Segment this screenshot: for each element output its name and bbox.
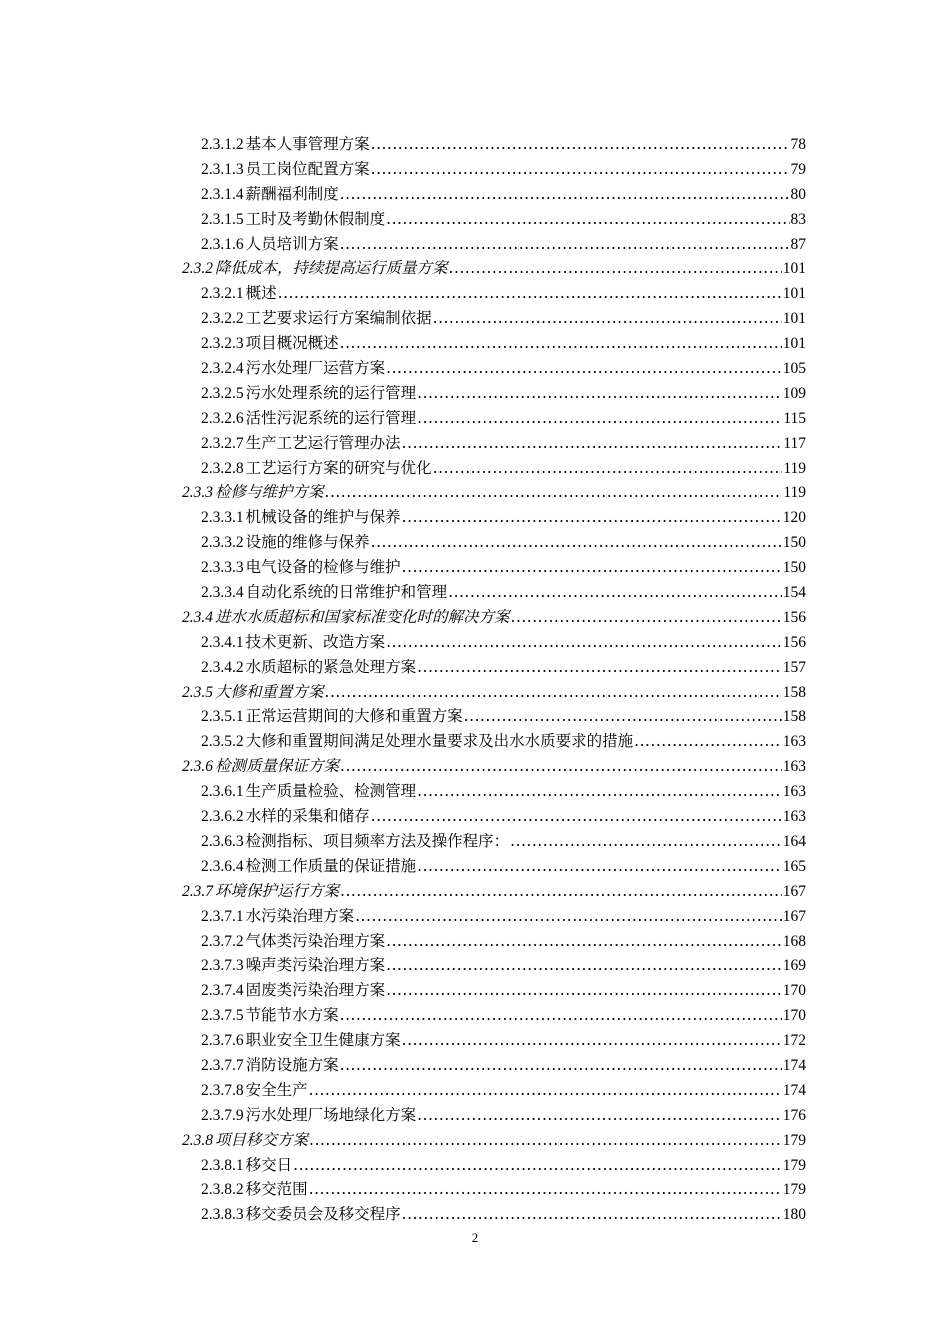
toc-subsection-entry[interactable]	[182, 655, 806, 680]
toc-subsection-entry[interactable]	[182, 1202, 806, 1227]
toc-dot-leader	[309, 1180, 782, 1198]
toc-page-number: 119	[783, 459, 806, 477]
toc-page-number: 105	[782, 360, 806, 378]
toc-entry-text: 污水处理系统的运行管理	[245, 383, 417, 402]
toc-subsection-entry[interactable]	[182, 555, 806, 580]
toc-page-number: 119	[783, 484, 806, 502]
toc-entry-text: 自动化系统的日常维护和管理	[245, 583, 448, 602]
toc-entry-title	[201, 978, 385, 1000]
toc-dot-leader	[386, 210, 789, 228]
toc-entry-title	[201, 1078, 308, 1100]
toc-entry-number: 2.3.2.8	[201, 459, 244, 477]
toc-section-entry[interactable]	[182, 605, 806, 630]
toc-page-number: 150	[782, 534, 806, 552]
toc-entry-text: 检测工作质量的保证措施	[245, 856, 417, 875]
toc-subsection-entry[interactable]	[182, 1028, 806, 1053]
toc-entry-text: 设施的维修与保养	[245, 533, 370, 552]
toc-dot-leader	[511, 608, 782, 626]
toc-page-number: 174	[782, 1056, 806, 1074]
toc-page-number: 117	[783, 434, 806, 452]
toc-subsection-entry[interactable]	[182, 1003, 806, 1028]
toc-entry-title	[201, 1028, 401, 1050]
toc-dot-leader	[402, 1205, 782, 1223]
toc-dot-leader	[325, 483, 783, 501]
toc-page-number: 163	[782, 733, 806, 751]
toc-entry-number: 2.3.2.6	[201, 409, 244, 427]
toc-subsection-entry[interactable]	[182, 157, 806, 182]
toc-entry-number: 2.3.7.5	[201, 1007, 244, 1025]
toc-entry-text: 水质超标的紧急处理方案	[245, 657, 417, 676]
toc-entry-number: 2.3.2.2	[201, 310, 244, 328]
toc-page-number: 167	[782, 882, 806, 900]
toc-entry-title	[201, 406, 416, 428]
toc-page-number: 79	[790, 160, 806, 178]
toc-entry-text: 检测指标、项目频率方法及操作程序：	[245, 831, 510, 850]
toc-dot-leader	[386, 359, 782, 377]
toc-dot-leader	[340, 1006, 782, 1024]
toc-entry-text: 移交委员会及移交程序	[245, 1205, 401, 1224]
toc-subsection-entry[interactable]	[182, 953, 806, 978]
toc-entry-text: 工艺要求运行方案编制依据	[245, 309, 432, 328]
toc-entry-number: 2.3.6.1	[201, 783, 244, 801]
toc-page-number: 83	[790, 210, 806, 228]
toc-dot-leader	[417, 782, 782, 800]
toc-entry-number: 2.3.1.2	[201, 136, 244, 153]
toc-entry-number: 2.3.4	[182, 608, 213, 626]
toc-entry-text: 概述	[245, 284, 277, 303]
toc-page-number: 176	[782, 1106, 806, 1124]
toc-page-number: 101	[782, 335, 806, 353]
toc-entry-title	[201, 829, 509, 851]
toc-entry-title	[201, 1103, 416, 1125]
toc-entry-number: 2.3.8.1	[201, 1156, 244, 1174]
toc-entry-number: 2.3.2.5	[201, 384, 244, 402]
toc-entry-text: 气体类污染治理方案	[245, 931, 386, 950]
toc-entry-text: 薪酬福利制度	[245, 184, 339, 203]
toc-entry-text: 技术更新、改造方案	[245, 632, 386, 651]
toc-entry-text: 消防设施方案	[245, 1055, 339, 1074]
toc-dot-leader	[449, 259, 782, 277]
toc-entry-number: 2.3.4.1	[201, 633, 244, 651]
toc-dot-leader	[417, 1106, 782, 1124]
toc-entry-title	[201, 381, 416, 403]
toc-page-number: 156	[782, 608, 806, 626]
toc-page-number: 80	[790, 185, 806, 203]
toc-subsection-entry[interactable]	[182, 829, 806, 854]
toc-subsection-entry[interactable]	[182, 406, 806, 431]
toc-dot-leader	[402, 558, 782, 576]
toc-page-number: 167	[782, 907, 806, 925]
toc-subsection-entry[interactable]	[182, 904, 806, 929]
toc-subsection-entry[interactable]	[182, 704, 806, 729]
toc-dot-leader	[510, 832, 782, 850]
toc-entry-title	[182, 680, 324, 702]
toc-entry-title	[182, 256, 448, 278]
toc-entry-text: 检测质量保证方案	[215, 757, 340, 776]
toc-subsection-entry[interactable]	[182, 1103, 806, 1128]
toc-dot-leader	[340, 185, 790, 203]
toc-subsection-entry[interactable]	[182, 978, 806, 1003]
toc-entry-number: 2.3.2.1	[201, 285, 244, 303]
toc-dot-leader	[371, 160, 790, 178]
toc-dot-leader	[417, 857, 782, 875]
toc-subsection-entry[interactable]	[182, 1153, 806, 1178]
toc-entry-text: 项目概况概述	[245, 334, 339, 353]
toc-dot-leader	[371, 807, 782, 825]
toc-entry-title	[201, 1202, 401, 1224]
toc-page-number: 158	[782, 708, 806, 726]
toc-entry-title	[201, 331, 339, 353]
toc-entry-title	[201, 505, 401, 527]
toc-page-number: 165	[782, 857, 806, 875]
toc-subsection-entry[interactable]	[182, 779, 806, 804]
toc-entry-number: 2.3.2.3	[201, 335, 244, 353]
toc-dot-leader	[402, 1031, 782, 1049]
toc-entry-title	[201, 929, 385, 951]
toc-entry-title	[201, 456, 432, 478]
toc-subsection-entry[interactable]	[182, 530, 806, 555]
toc-entry-number: 2.3.5.1	[201, 708, 244, 726]
toc-entry-text: 员工岗位配置方案	[245, 159, 370, 178]
toc-page-number: 172	[782, 1032, 806, 1050]
toc-entry-text: 职业安全卫生健康方案	[245, 1031, 401, 1050]
toc-entry-number: 2.3.2.7	[201, 434, 244, 452]
toc-subsection-entry[interactable]	[182, 381, 806, 406]
toc-entry-title	[201, 1153, 292, 1175]
toc-dot-leader	[448, 583, 782, 601]
toc-entry-number: 2.3.7.3	[201, 957, 244, 975]
toc-page-number: 109	[782, 384, 806, 402]
toc-page-number: 179	[782, 1156, 806, 1174]
toc-dot-leader	[340, 235, 790, 253]
toc-entry-number: 2.3.8.3	[201, 1206, 244, 1224]
toc-dot-leader	[464, 707, 782, 725]
toc-subsection-entry[interactable]	[182, 729, 806, 754]
toc-page-number: 101	[782, 260, 806, 278]
toc-entry-text: 活性污泥系统的运行管理	[245, 408, 417, 427]
toc-dot-leader	[293, 1156, 782, 1174]
toc-entry-title	[201, 530, 370, 552]
toc-entry-title	[201, 555, 401, 577]
toc-subsection-entry[interactable]	[182, 929, 806, 954]
toc-page-number: 180	[782, 1206, 806, 1224]
toc-entry-title	[201, 804, 370, 826]
toc-subsection-entry[interactable]	[182, 854, 806, 879]
toc-dot-leader	[371, 135, 790, 153]
toc-entry-number: 2.3.6.2	[201, 808, 244, 826]
toc-entry-title	[182, 879, 339, 901]
toc-entry-number: 2.3.1.3	[201, 160, 244, 178]
toc-entry-number: 2.3.7.1	[201, 907, 244, 925]
toc-subsection-entry[interactable]	[182, 1177, 806, 1202]
toc-entry-text: 检修与维护方案	[215, 483, 324, 502]
toc-dot-leader	[417, 409, 782, 427]
toc-dot-leader	[386, 932, 782, 950]
toc-entry-number: 2.3.4.2	[201, 658, 244, 676]
toc-page-number: 170	[782, 1007, 806, 1025]
toc-entry-text: 水污染治理方案	[245, 906, 355, 925]
toc-entry-number: 2.3.8	[182, 1131, 213, 1149]
toc-entry-number: 2.3.1.6	[201, 235, 244, 253]
toc-entry-text: 人员培训方案	[245, 234, 339, 253]
toc-entry-text: 污水处理厂场地绿化方案	[245, 1105, 417, 1124]
toc-dot-leader	[340, 334, 782, 352]
toc-section-entry[interactable]	[182, 480, 806, 505]
toc-entry-number: 2.3.5	[182, 683, 213, 701]
toc-entry-text: 环境保护运行方案	[215, 881, 340, 900]
toc-subsection-entry[interactable]	[182, 207, 806, 232]
toc-entry-number: 2.3.6	[182, 758, 213, 776]
toc-subsection-entry[interactable]	[182, 1078, 806, 1103]
toc-entry-text: 移交日	[245, 1155, 293, 1174]
toc-entry-title	[182, 1128, 308, 1150]
toc-subsection-entry[interactable]	[182, 182, 806, 207]
toc-subsection-entry[interactable]	[182, 132, 806, 157]
toc-subsection-entry[interactable]	[182, 580, 806, 605]
toc-dot-leader	[371, 533, 782, 551]
toc-entry-number: 2.3.7.2	[201, 932, 244, 950]
toc-entry-title	[201, 1177, 308, 1199]
toc-page-number: 101	[782, 285, 806, 303]
toc-dot-leader	[325, 683, 782, 701]
toc-page-number: 179	[782, 1131, 806, 1149]
toc-entry-title	[201, 431, 401, 453]
toc-entry-text: 工时及考勤休假制度	[245, 209, 386, 228]
toc-dot-leader	[417, 384, 782, 402]
toc-entry-number: 2.3.8.2	[201, 1181, 244, 1199]
toc-entry-title	[201, 157, 370, 179]
toc-entry-title	[201, 306, 432, 328]
toc-entry-text: 节能节水方案	[245, 1006, 339, 1025]
toc-page-number: 168	[782, 932, 806, 950]
toc-subsection-entry[interactable]	[182, 630, 806, 655]
toc-entry-title	[201, 232, 339, 254]
toc-dot-leader	[402, 434, 783, 452]
toc-dot-leader	[278, 284, 782, 302]
toc-subsection-entry[interactable]	[182, 232, 806, 257]
toc-subsection-entry[interactable]	[182, 331, 806, 356]
toc-section-entry[interactable]	[182, 256, 806, 281]
toc-section-entry[interactable]	[182, 879, 806, 904]
toc-entry-title	[201, 655, 416, 677]
toc-entry-text: 安全生产	[245, 1080, 308, 1099]
toc-entry-title	[201, 1003, 339, 1025]
toc-dot-leader	[402, 508, 782, 526]
toc-entry-text: 项目移交方案	[215, 1130, 309, 1149]
toc-page-number: 115	[783, 409, 806, 427]
toc-entry-text: 正常运营期间的大修和重置方案	[245, 707, 463, 726]
toc-entry-text: 水样的采集和储存	[245, 807, 370, 826]
toc-subsection-entry[interactable]	[182, 431, 806, 456]
toc-section-entry[interactable]	[182, 1128, 806, 1153]
toc-entry-title	[201, 132, 370, 154]
toc-entry-number: 2.3.7.8	[201, 1081, 244, 1099]
toc-entry-text: 工艺运行方案的研究与优化	[245, 458, 432, 477]
toc-subsection-entry[interactable]	[182, 1053, 806, 1078]
toc-page-number: 164	[782, 832, 806, 850]
toc-entry-text: 电气设备的检修与维护	[245, 558, 401, 577]
toc-dot-leader	[340, 882, 782, 900]
toc-entry-title	[201, 356, 385, 378]
toc-entry-number: 2.3.3.3	[201, 559, 244, 577]
toc-subsection-entry[interactable]	[182, 804, 806, 829]
toc-section-entry[interactable]	[182, 754, 806, 779]
toc-entry-title	[201, 704, 463, 726]
toc-page-number: 150	[782, 559, 806, 577]
toc-entry-number: 2.3.6.4	[201, 857, 244, 875]
toc-entry-text: 降低成本，持续提高运行质量方案	[215, 259, 448, 278]
toc-entry-text: 大修和重置期间满足处理水量要求及出水水质要求的措施	[245, 732, 634, 751]
toc-entry-title	[201, 630, 385, 652]
toc-subsection-entry[interactable]	[182, 356, 806, 381]
toc-dot-leader	[386, 956, 782, 974]
toc-entry-title	[201, 580, 447, 602]
toc-entry-text: 固废类污染治理方案	[245, 981, 386, 1000]
toc-dot-leader	[386, 981, 782, 999]
toc-page-number: 170	[782, 982, 806, 1000]
toc-page-number: 158	[782, 683, 806, 701]
toc-entry-number: 2.3.7.7	[201, 1056, 244, 1074]
toc-entry-number: 2.3.2.4	[201, 360, 244, 378]
toc-page-number: 157	[782, 658, 806, 676]
toc-entry-text: 污水处理厂运营方案	[245, 359, 386, 378]
toc-entry-number: 2.3.1.5	[201, 210, 244, 228]
toc-entry-text: 移交范围	[245, 1180, 308, 1199]
toc-entry-title	[182, 754, 339, 776]
toc-page-number: 179	[782, 1181, 806, 1199]
toc-page-number: 163	[782, 758, 806, 776]
page-number: 2	[471, 1230, 479, 1245]
toc-entry-number: 2.3.7.9	[201, 1106, 244, 1124]
toc-dot-leader	[340, 1056, 782, 1074]
toc-entry-number: 2.3.5.2	[201, 733, 244, 751]
toc-entry-title	[201, 281, 277, 303]
toc-entry-number: 2.3.3.4	[201, 584, 244, 602]
toc-page-number: 120	[782, 509, 806, 527]
toc-entry-number: 2.3.6.3	[201, 832, 244, 850]
toc-entry-title	[201, 953, 385, 975]
toc-subsection-entry[interactable]	[182, 306, 806, 331]
toc-entry-number: 2.3.3.1	[201, 509, 244, 527]
toc-page-number: 87	[790, 235, 806, 253]
toc-page-number: 163	[782, 808, 806, 826]
toc-entry-title	[201, 207, 385, 229]
toc-entry-title	[201, 182, 339, 204]
toc-page-number: 174	[782, 1081, 806, 1099]
toc-dot-leader	[309, 1081, 782, 1099]
toc-subsection-entry[interactable]	[182, 505, 806, 530]
table-of-contents	[182, 132, 806, 1227]
toc-entry-text: 生产工艺运行管理办法	[245, 433, 401, 452]
toc-entry-number: 2.3.7.4	[201, 982, 244, 1000]
toc-dot-leader	[386, 633, 782, 651]
toc-entry-number: 2.3.1.4	[201, 185, 244, 203]
toc-entry-title	[201, 904, 354, 926]
toc-entry-title	[201, 729, 633, 751]
toc-page-number: 169	[782, 957, 806, 975]
toc-dot-leader	[634, 732, 782, 750]
toc-page-number: 101	[782, 310, 806, 328]
toc-entry-number: 2.3.7	[182, 882, 213, 900]
toc-dot-leader	[340, 757, 782, 775]
toc-entry-title	[182, 605, 510, 627]
toc-entry-text: 进水水质超标和国家标准变化时的解决方案	[215, 607, 510, 626]
toc-entry-text: 噪声类污染治理方案	[245, 956, 386, 975]
toc-page-number: 163	[782, 783, 806, 801]
toc-dot-leader	[433, 309, 782, 327]
toc-subsection-entry[interactable]	[182, 456, 806, 481]
toc-entry-title	[201, 779, 416, 801]
toc-entry-title	[201, 854, 416, 876]
toc-entry-number: 2.3.7.6	[201, 1032, 244, 1050]
toc-entry-text: 大修和重置方案	[215, 682, 324, 701]
toc-dot-leader	[309, 1131, 782, 1149]
toc-entry-text: 机械设备的维护与保养	[245, 508, 401, 527]
toc-section-entry[interactable]	[182, 680, 806, 705]
toc-page-number: 78	[790, 136, 806, 153]
toc-entry-text: 生产质量检验、检测管理	[245, 782, 417, 801]
toc-entry-text: 基本人事管理方案	[245, 135, 370, 153]
toc-entry-title	[201, 1053, 339, 1075]
toc-dot-leader	[433, 459, 783, 477]
toc-page-number: 156	[782, 633, 806, 651]
toc-subsection-entry[interactable]	[182, 281, 806, 306]
toc-dot-leader	[417, 658, 782, 676]
toc-entry-title	[182, 480, 324, 502]
toc-page-number: 154	[782, 584, 806, 602]
toc-entry-number: 2.3.3.2	[201, 534, 244, 552]
toc-dot-leader	[355, 907, 782, 925]
toc-entry-number: 2.3.3	[182, 484, 213, 502]
toc-entry-number: 2.3.2	[182, 260, 213, 278]
